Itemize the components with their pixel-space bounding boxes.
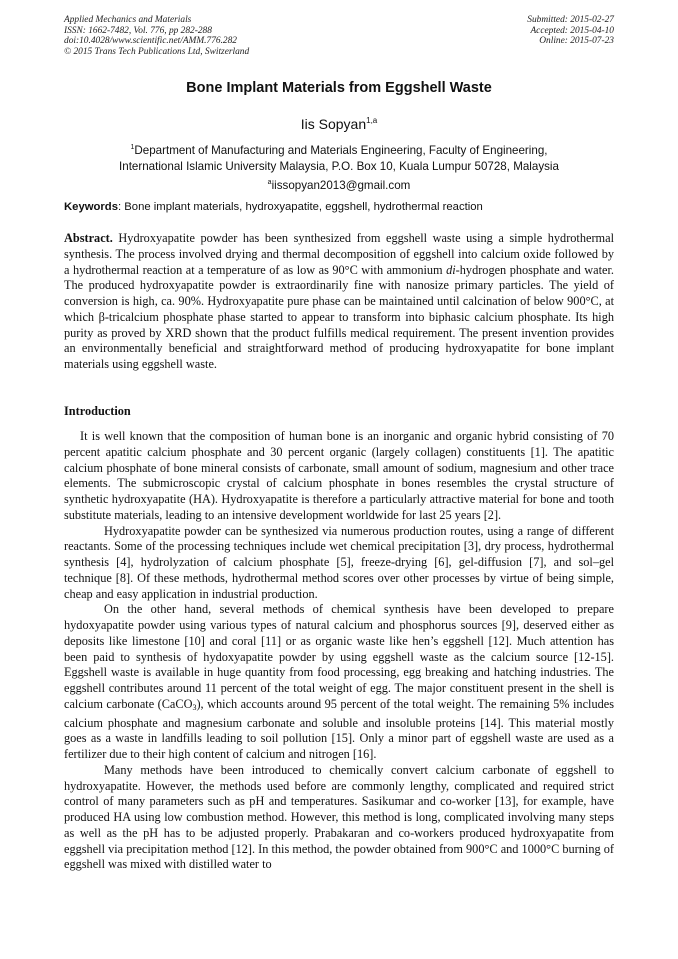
keywords-label: Keywords	[64, 201, 118, 213]
introduction-heading: Introduction	[64, 404, 131, 418]
affiliation-line-2: International Islamic University Malaysia, P.O. Box 10, Kuala Lumpur 50728, Malaysia	[119, 160, 559, 173]
keywords-text: : Bone implant materials, hydroxyapatite, eggshell, hydrothermal reaction	[118, 201, 483, 213]
submitted-date: Submitted: 2015-02-27	[527, 15, 614, 25]
journal-issn: ISSN: 1662-7482, Vol. 776, pp 282-288	[64, 25, 212, 36]
journal-header-right	[527, 15, 614, 47]
intro-paragraph-2: Hydroxyapatite powder can be synthesized via numerous production routes, using a range of different reactants. Some of the processing techniques include wet chemical precipitation [3], dry process, hydrothermal synthesis [4], hydrolyzation of calcium phosphate [5], freeze-drying [6], gel-diffusion [7], and sol–gel technique [8]. Of these methods, hydrothermal method scores over other processes by virtue of being simple, cheap and easy application in industrial production.	[64, 523, 614, 601]
journal-header-left	[64, 15, 249, 57]
affiliation-superscript: 1	[130, 144, 135, 151]
keywords-line	[64, 201, 624, 213]
introduction-body	[64, 429, 614, 873]
author-superscript: 1,a	[366, 116, 378, 125]
accepted-date: Accepted: 2015-04-10	[530, 25, 614, 36]
affiliation-line-1: $^1$Department of Manufacturing and Materials Engineering, Faculty of Engineering,	[130, 144, 548, 157]
journal-copyright: © 2015 Trans Tech Publications Ltd, Switzerland	[64, 46, 250, 57]
paper-title: Bone Implant Materials from Eggshell Waste	[186, 80, 492, 96]
intro-paragraph-1: It is well known that the composition of human bone is an inorganic and organic hybrid consisting of 70 percent apatitic calcium phosphate and 30 percent organic (largely collagen) constituents [1]. The apatitic calcium phosphate of bone mineral consists of carbonate, small amount of sodium, magnesium and other trace elements. The submicroscopic crystal of calcium phosphate in bones resembles the crystal structure of synthetic hydroxyapatite (HA). Hydroxyapatite is therefore a particularly attractive material for bone and tooth substitute materials, leading to an intensive development worldwide for last 25 years [2].	[64, 429, 614, 522]
email-superscript: a	[267, 179, 272, 186]
journal-name: Applied Mechanics and Materials	[64, 15, 192, 25]
author-email: iissopyan2013@gmail.com	[271, 179, 411, 192]
affiliation	[0, 140, 678, 175]
author-line	[0, 116, 678, 132]
abstract-label: Abstract.	[64, 231, 113, 245]
author-email-line	[0, 179, 678, 192]
author-name: Iis Sopyan	[300, 116, 367, 132]
online-date: Online: 2015-07-23	[539, 36, 614, 46]
abstract: Abstract. Hydroxyapatite powder has been synthesized from eggshell waste using a simple hydrothermal synthesis. The process involved drying and thermal decomposition of eggshell into calcium oxide followed by a hydrothermal reaction at a temperature of as low as 90°C with ammonium di-hydrogen phosphate and water. The produced hydroxyapatite powder is extraordinarily fine with nanosize primary particles. The yield of conversion is high, ca. 90%. Hydroxyapatite pure phase can be maintained until calcination of below 900°C, at which β-tricalcium phosphate phase started to appear to transform into biphasic calcium phosphate. Its high purity as proved by XRD shown that the product fulfills medical requirement. The present invention provides an environmentally beneficial and straightforward method of producing hydroxyapatite for bone implant materials using eggshell waste.	[64, 231, 614, 371]
journal-doi: doi:10.4028/www.scientific.net/AMM.776.282	[64, 36, 237, 46]
intro-paragraph-4: Many methods have been introduced to chemically convert calcium carbonate of eggshell to hydroxyapatite. However, the methods used before are commonly lengthy, complicated and required strict control of many parameters such as pH and temperatures. Sasikumar and co-worker [13], for example, have produced HA using low combustion method. However, this method is long, complicated involving many steps as well as the pH has to be adjusted properly. Prabakaran and co-workers produced hydroxyapatite from eggshell via precipitation method [12]. In this method, the powder obtained from 900°C and 1000°C burning of eggshell was mixed with distilled water to	[64, 762, 614, 872]
intro-paragraph-3: On the other hand, several methods of chemical synthesis have been developed to prepare hydoxyapatite powder using various types of natural calcium and phosphorus sources [9], deserved either as deposits like limestone [10] and coral [11] or as organic waste like hen’s eggshell [12]. Much attention has been paid to synthesis of hydoxyapatite powder by using eggshell waste as the calcium source [12-15]. Eggshell waste is available in huge quantity from food processing, egg breaking and hatching industries. The eggshell contributes around 11 percent of the total weight of egg. The major constituent present in the shell is calcium carbonate (CaCO$_3$), which accounts around 95 percent of the total weight. The remaining 5% includes calcium phosphate and magnesium carbonate and soluble and insoluble proteins [14]. This material mostly goes as a waste in landfills leading to soil pollution [15]. Only a minor part of eggshell waste are used as a fertilizer due to their high content of calcium and nitrogen [16].	[64, 602, 614, 761]
